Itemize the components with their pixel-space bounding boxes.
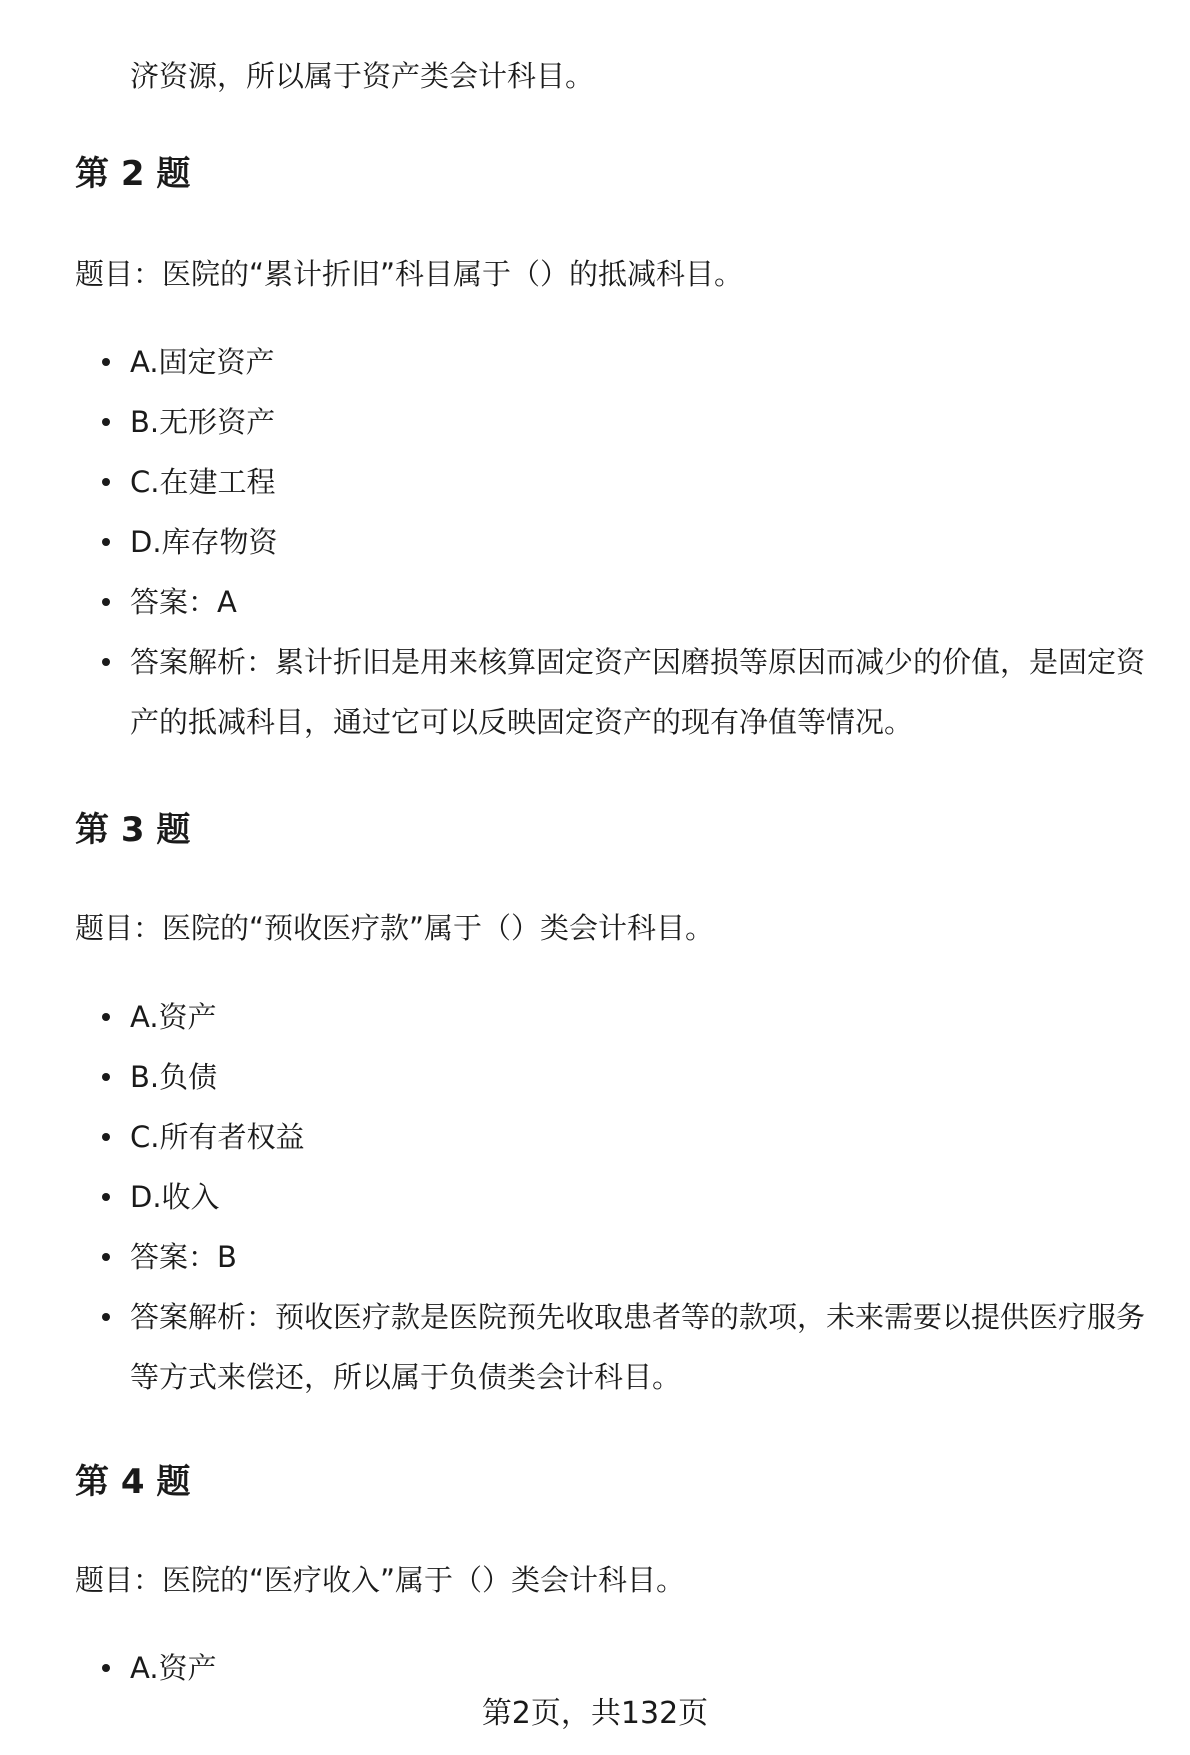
bullet-icon: [102, 478, 110, 486]
bullet-icon: [102, 1073, 110, 1081]
option-item: [0, 452, 1190, 512]
explanation-item: [0, 1287, 1190, 1407]
bullet-icon: [102, 1253, 110, 1261]
option-item: [0, 987, 1190, 1047]
bullet-icon: [102, 1013, 110, 1021]
explanation-text: 答案解析：累计折旧是用来核算固定资产因磨损等原因而减少的价值，是固定资产的抵减科目，通过它可以反映固定资产的现有净值等情况。: [130, 645, 1146, 739]
option-item: [0, 392, 1190, 452]
option-text: C.所有者权益: [130, 1120, 305, 1154]
answer-text: 答案：B: [130, 1240, 237, 1274]
bullet-icon: [102, 1133, 110, 1141]
question-4-options: [0, 1638, 1190, 1698]
bullet-icon: [102, 598, 110, 606]
explanation-text: 答案解析：预收医疗款是医院预先收取患者等的款项，未来需要以提供医疗服务等方式来偿还，所以属于负债类会计科目。: [130, 1300, 1146, 1394]
option-text: B.负债: [130, 1060, 218, 1094]
option-item: [0, 1167, 1190, 1227]
option-item: [0, 512, 1190, 572]
bullet-icon: [102, 1664, 110, 1672]
question-3-heading: 第 3 题: [75, 810, 191, 850]
answer-item: [0, 1227, 1190, 1287]
page-footer: 第2页，共132页: [481, 1696, 709, 1731]
question-2-heading: 第 2 题: [75, 154, 191, 194]
bullet-icon: [102, 538, 110, 546]
option-text: A.固定资产: [130, 345, 275, 379]
explanation-item: [0, 632, 1190, 752]
option-item: [0, 1638, 1190, 1698]
question-3-stem: 题目：医院的“预收医疗款”属于（）类会计科目。: [75, 911, 715, 945]
option-item: [0, 1107, 1190, 1167]
bullet-icon: [102, 418, 110, 426]
option-text: A.资产: [130, 1000, 217, 1034]
question-2-options: [0, 332, 1190, 752]
continuation-text: 济资源，所以属于资产类会计科目。: [130, 59, 595, 93]
bullet-icon: [102, 658, 110, 666]
question-4-stem: 题目：医院的“医疗收入”属于（）类会计科目。: [75, 1563, 686, 1597]
bullet-icon: [102, 1313, 110, 1321]
option-text: B.无形资产: [130, 405, 276, 439]
option-item: [0, 332, 1190, 392]
question-4-heading: 第 4 题: [75, 1462, 191, 1502]
option-text: D.收入: [130, 1180, 220, 1214]
option-text: A.资产: [130, 1651, 217, 1685]
option-text: D.库存物资: [130, 525, 278, 559]
bullet-icon: [102, 1193, 110, 1201]
answer-item: [0, 572, 1190, 632]
bullet-icon: [102, 358, 110, 366]
answer-text: 答案：A: [130, 585, 237, 619]
question-2-stem: 题目：医院的“累计折旧”科目属于（）的抵减科目。: [75, 257, 744, 291]
question-3-options: [0, 987, 1190, 1407]
option-item: [0, 1047, 1190, 1107]
option-text: C.在建工程: [130, 465, 276, 499]
